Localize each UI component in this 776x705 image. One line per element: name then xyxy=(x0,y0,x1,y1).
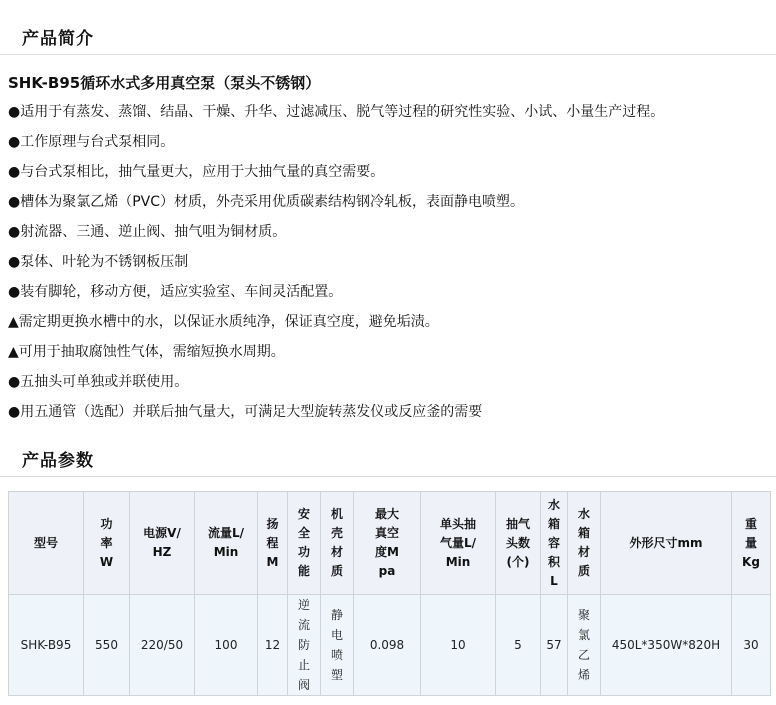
col-header-power: 功率W xyxy=(84,492,130,595)
feature-item: ●与台式泵相比，抽气量更大，应用于大抽气量的真空需要。 xyxy=(8,164,385,180)
cell-lift: 12 xyxy=(258,595,288,696)
col-header-heads: 抽气头数(个) xyxy=(496,492,541,595)
params-table xyxy=(8,491,771,696)
col-header-safety: 安全功能 xyxy=(288,492,321,595)
feature-item: ●泵体、叶轮为不锈钢板压制 xyxy=(8,254,189,270)
cell-vacuum: 0.098 xyxy=(354,595,421,696)
cell-heads: 5 xyxy=(496,595,541,696)
feature-item: ●射流器、三通、逆止阀、抽气咀为铜材质。 xyxy=(8,224,287,240)
feature-item: ●适用于有蒸发、蒸馏、结晶、干燥、升华、过滤减压、脱气等过程的研究性实验、小试、小量生产过程。 xyxy=(8,104,665,120)
params-section-header xyxy=(0,442,776,477)
feature-item: ●五抽头可单独或并联使用。 xyxy=(8,374,189,390)
cell-single-flow: 10 xyxy=(421,595,496,696)
cell-tank-volume: 57 xyxy=(541,595,568,696)
cell-housing: 静电喷塑 xyxy=(321,595,354,696)
intro-section-header xyxy=(0,20,776,55)
feature-item: ●工作原理与台式泵相同。 xyxy=(8,134,175,150)
table-header-row xyxy=(9,492,771,595)
feature-item: ●槽体为聚氯乙烯（PVC）材质，外壳采用优质碳素结构钢冷轧板，表面静电喷塑。 xyxy=(8,194,525,210)
cell-flow: 100 xyxy=(195,595,258,696)
feature-item: ▲可用于抽取腐蚀性气体，需缩短换水周期。 xyxy=(8,344,285,360)
col-header-single-flow: 单头抽气量L/Min xyxy=(421,492,496,595)
col-header-voltage: 电源V/HZ xyxy=(130,492,195,595)
cell-dimensions: 450L*350W*820H xyxy=(601,595,732,696)
col-header-tank-material: 水箱材质 xyxy=(568,492,601,595)
col-header-dimensions: 外形尺寸mm xyxy=(601,492,732,595)
col-header-housing: 机壳材质 xyxy=(321,492,354,595)
feature-item: ●装有脚轮，移动方便，适应实验室、车间灵活配置。 xyxy=(8,284,343,300)
cell-model: SHK-B95 xyxy=(9,595,84,696)
col-header-lift: 扬程M xyxy=(258,492,288,595)
table-row xyxy=(9,595,771,696)
col-header-vacuum: 最大真空度Mpa xyxy=(354,492,421,595)
feature-list xyxy=(8,102,664,432)
cell-power: 550 xyxy=(84,595,130,696)
col-header-model: 型号 xyxy=(9,492,84,595)
product-title: SHK-B95循环水式多用真空泵（泵头不锈钢） xyxy=(8,74,321,92)
col-header-weight: 重量Kg xyxy=(732,492,771,595)
col-header-flow: 流量L/Min xyxy=(195,492,258,595)
feature-item: ●用五通管（选配）并联后抽气量大，可满足大型旋转蒸发仪或反应釜的需要 xyxy=(8,404,483,420)
params-heading: 产品参数 xyxy=(22,451,94,471)
cell-weight: 30 xyxy=(732,595,771,696)
cell-safety: 逆流防止阀 xyxy=(288,595,321,696)
cell-voltage: 220/50 xyxy=(130,595,195,696)
cell-tank-material: 聚氯乙烯 xyxy=(568,595,601,696)
col-header-tank-volume: 水箱容积L xyxy=(541,492,568,595)
feature-item: ▲需定期更换水槽中的水，以保证水质纯净，保证真空度，避免垢渍。 xyxy=(8,314,439,330)
intro-heading: 产品简介 xyxy=(22,29,94,49)
